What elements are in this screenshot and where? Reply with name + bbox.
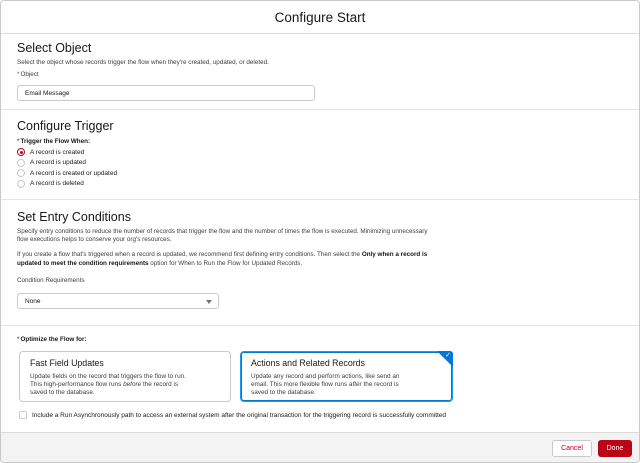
recommendation-bold: Only when a record is (361, 251, 428, 259)
trigger-label-text: Trigger the Flow When: (20, 138, 91, 145)
recommendation-text: If you create a flow that's triggered when a record is updated, we recommend first defining entry conditions. Then select the (17, 251, 362, 259)
run-async-label: Include a Run Asynchronously path to access an external system after the original transaction for the triggering record is successfully committed (32, 411, 447, 419)
condition-requirements-select[interactable] (17, 293, 219, 309)
optimize-label (17, 336, 87, 343)
optimize-label-text: Optimize the Flow for: (20, 336, 87, 343)
configure-trigger-title: Configure Trigger (17, 119, 114, 133)
select-object-description: Select the object whose records trigger the flow when they're created, updated, or deleted. (17, 59, 269, 66)
actions-related-records-description (251, 373, 442, 396)
card-desc-text: the record is (361, 380, 399, 388)
trigger-radio-group (17, 147, 623, 189)
select-object-section (17, 41, 623, 78)
entry-conditions-title: Set Entry Conditions (17, 210, 131, 224)
recommendation-line (17, 251, 623, 259)
radio-option-deleted[interactable] (17, 179, 623, 190)
checkmark-icon: ✓ (445, 352, 451, 359)
radio-button[interactable] (17, 180, 25, 188)
cancel-button[interactable]: Cancel (552, 440, 592, 457)
description-line: Specify entry conditions to reduce the number of records that trigger the flow and the number of times the flow is executed. Minimizing unnecessary (17, 228, 428, 235)
modal-footer (1, 432, 639, 462)
radio-option-created[interactable] (17, 147, 623, 158)
required-marker: * (17, 138, 20, 145)
required-marker: * (17, 336, 20, 343)
divider (1, 109, 639, 110)
radio-button[interactable] (17, 169, 25, 177)
object-label (17, 71, 623, 78)
radio-label: A record is updated (30, 159, 87, 167)
card-desc-line (30, 381, 220, 389)
radio-option-created-or-updated[interactable] (17, 168, 623, 179)
description-line: flow executions helps to conserve your org's resources. (17, 236, 172, 244)
card-desc-emphasis: before (123, 380, 142, 388)
card-desc-line (251, 381, 442, 389)
recommendation-text: option for When to Run the Flow for Updated Records. (148, 259, 303, 267)
radio-label: A record is deleted (30, 180, 84, 188)
condition-requirements-label: Condition Requirements (17, 276, 85, 284)
done-button[interactable]: Done (598, 440, 632, 457)
card-desc-text: the record is (141, 380, 179, 388)
card-desc-line: saved to the database. (251, 388, 316, 396)
entry-conditions-recommendation (17, 251, 623, 267)
modal-body (1, 34, 639, 432)
actions-related-records-card[interactable] (240, 351, 453, 402)
object-field[interactable] (17, 85, 315, 101)
modal-header (1, 1, 639, 34)
card-desc-text: This high-performance flow runs (30, 380, 124, 388)
fast-field-updates-card[interactable] (19, 351, 231, 402)
chevron-down-icon (206, 300, 212, 304)
card-desc-text: email. This more flexible flow runs (251, 380, 349, 388)
entry-conditions-section (17, 210, 623, 284)
object-label-text: Object (20, 71, 39, 78)
select-object-title: Select Object (17, 41, 92, 55)
radio-label: A record is created or updated (30, 169, 118, 177)
run-async-option[interactable] (19, 411, 446, 419)
actions-related-records-title: Actions and Related Records (251, 358, 365, 368)
radio-option-updated[interactable] (17, 158, 623, 169)
radio-label: A record is created (30, 148, 85, 156)
recommendation-line (17, 260, 623, 268)
card-desc-line: Update any record and perform actions, like send an (251, 373, 400, 380)
fast-field-updates-description (30, 373, 220, 396)
card-desc-line: Update fields on the record that triggers the flow to run. (30, 373, 186, 380)
run-async-checkbox[interactable] (19, 411, 27, 419)
object-field-value: Email Message (25, 89, 70, 97)
modal-title: Configure Start (274, 9, 366, 25)
entry-conditions-description (17, 228, 623, 244)
required-marker: * (17, 71, 20, 78)
recommendation-bold: updated to meet the condition requirements (17, 259, 149, 267)
card-desc-emphasis: after (348, 380, 362, 388)
configure-trigger-section (17, 119, 623, 189)
condition-requirements-value: None (25, 297, 41, 305)
radio-button[interactable] (17, 159, 25, 167)
trigger-label (17, 138, 623, 145)
fast-field-updates-title: Fast Field Updates (30, 358, 104, 368)
divider (1, 199, 639, 200)
card-desc-line: saved to the database. (30, 388, 95, 396)
radio-button[interactable] (17, 148, 25, 156)
divider (1, 325, 639, 326)
